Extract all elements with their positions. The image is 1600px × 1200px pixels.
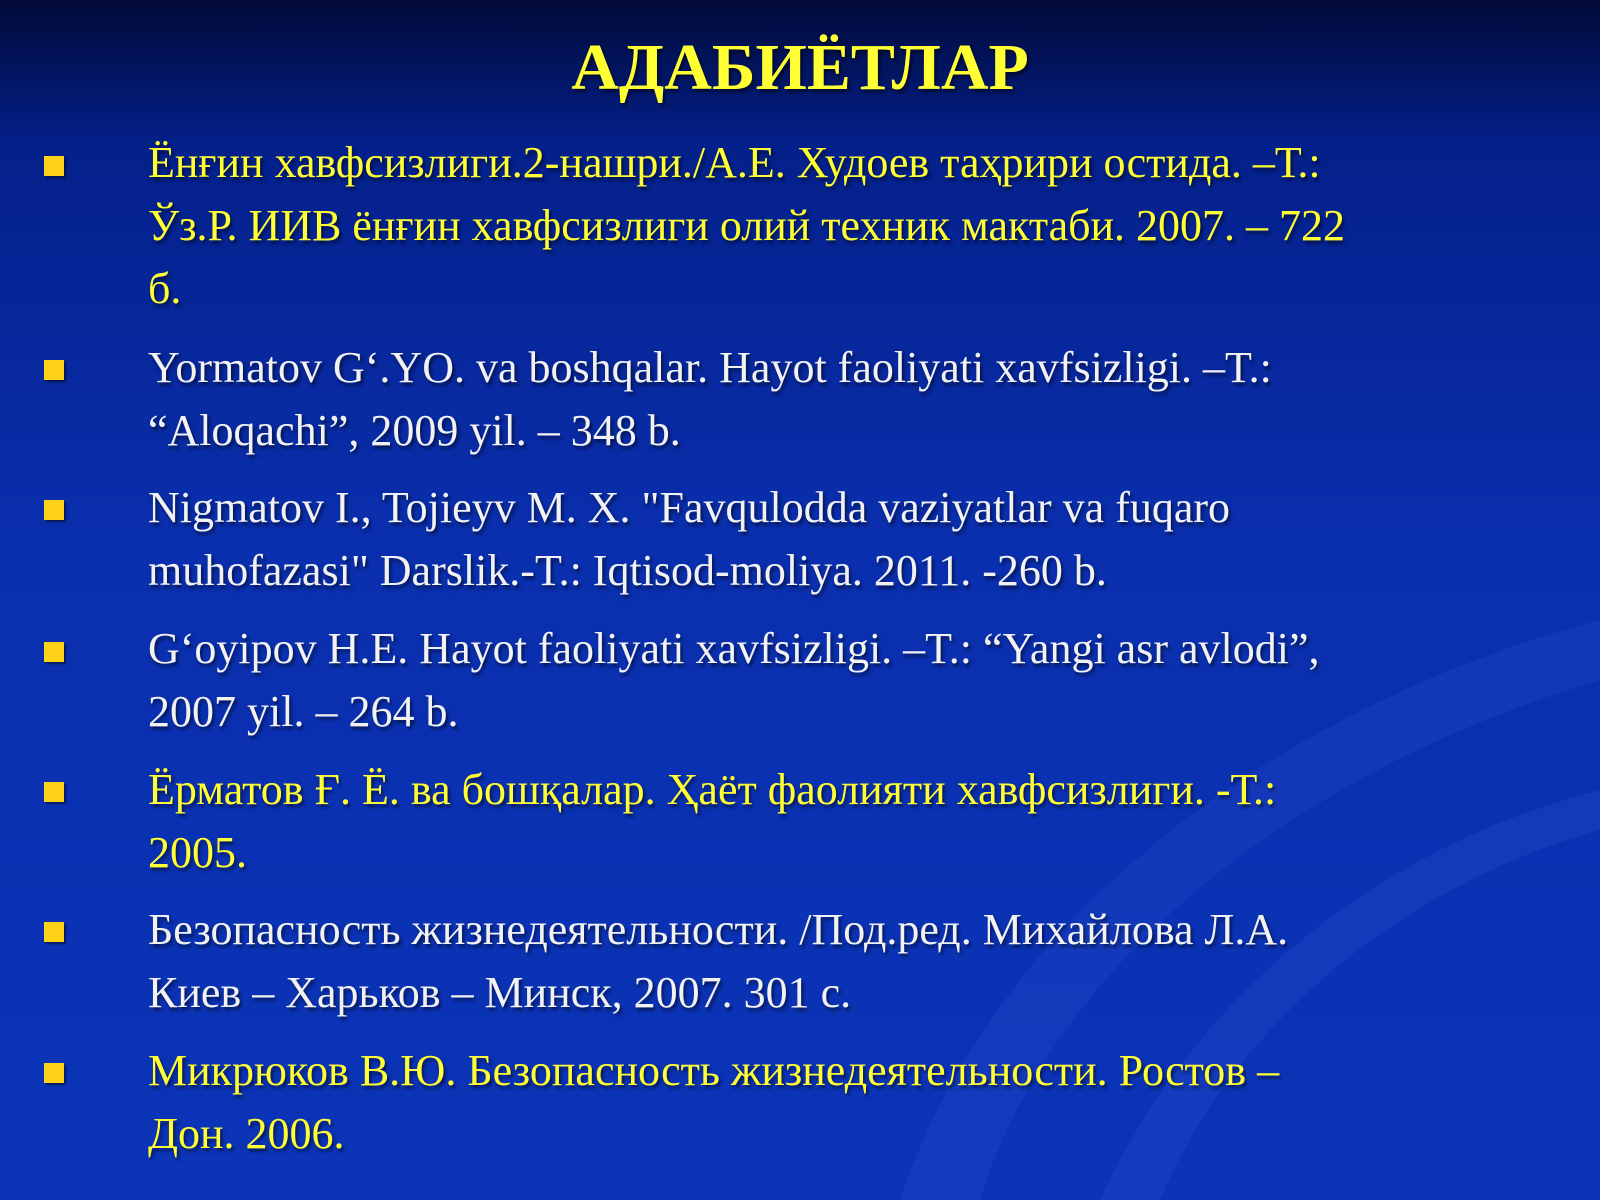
- reference-line: Дон. 2006.: [148, 1109, 345, 1158]
- reference-line: б.: [148, 264, 182, 313]
- reference-line: 2007 yil. – 264 b.: [148, 687, 459, 736]
- square-bullet-icon: [44, 360, 64, 380]
- square-bullet-icon: [44, 1063, 64, 1083]
- reference-line: Ёнғин хавфсизлиги.2-нашри./А.Е. Худоев таҳрири остида. –Т.:: [148, 138, 1321, 187]
- reference-line: Ўз.Р. ИИВ ёнғин хавфсизлиги олий техник мактаби. 2007. – 722: [148, 201, 1346, 250]
- reference-line: Киев – Харьков – Минск, 2007. 301 с.: [148, 968, 852, 1017]
- reference-text: [148, 898, 1568, 1024]
- slide-title: АДАБИЁТЛАР: [571, 31, 1029, 104]
- square-bullet-icon: [44, 642, 64, 662]
- square-bullet-icon: [44, 922, 64, 942]
- reference-line: Ёрматов Ғ. Ё. ва бошқалар. Ҳаёт фаолияти хавфсизлиги. -Т.:: [148, 765, 1277, 814]
- reference-line: Yormatov G‘.YO. va boshqalar. Hayot faoliyati xavfsizligi. –T.:: [148, 343, 1272, 392]
- reference-line: G‘oyipov H.E. Hayot faoliyati xavfsizligi. –T.: “Yangi asr avlodi”,: [148, 624, 1320, 673]
- square-bullet-icon: [44, 782, 64, 802]
- reference-text: [148, 758, 1568, 884]
- reference-line: Безопасность жизнедеятельности. /Под.ред. Михайлова Л.А.: [148, 905, 1289, 954]
- reference-line: Nigmatov I., Tojieyv M. X. "Favqulodda vaziyatlar va fuqaro: [148, 483, 1231, 532]
- reference-text: [148, 617, 1568, 743]
- reference-line: muhofazasi" Darslik.-T.: Iqtisod-moliya. 2011. -260 b.: [148, 546, 1107, 595]
- reference-line: 2005.: [148, 828, 247, 877]
- square-bullet-icon: [44, 156, 64, 176]
- reference-text: [148, 476, 1568, 602]
- reference-line: “Aloqachi”, 2009 yil. – 348 b.: [148, 406, 681, 455]
- reference-text: [148, 1039, 1568, 1165]
- square-bullet-icon: [44, 500, 64, 520]
- reference-text: [148, 131, 1568, 320]
- reference-line: Микрюков В.Ю. Безопасность жизнедеятельности. Ростов –: [148, 1046, 1280, 1095]
- reference-text: [148, 336, 1568, 462]
